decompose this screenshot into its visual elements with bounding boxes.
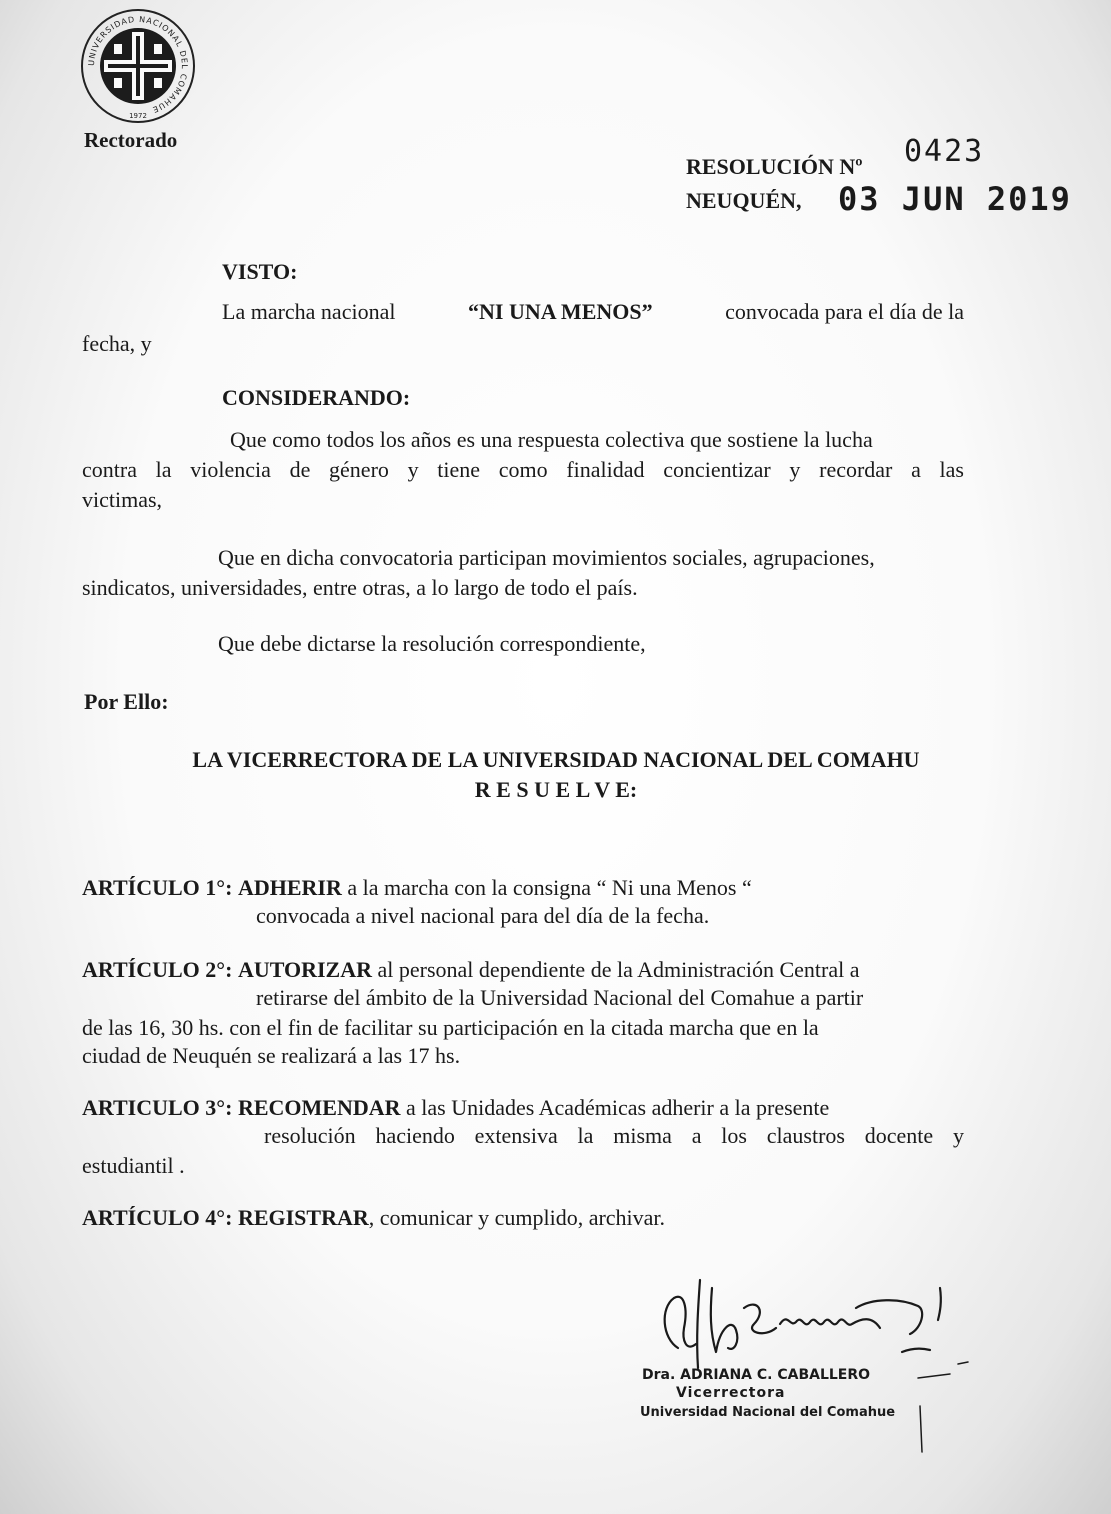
article-3-line3: estudiantil .: [82, 1153, 185, 1178]
article-3-line2: resolución haciendo extensiva la misma a los claustros docente y: [264, 1123, 964, 1148]
article-4-line1: [82, 1204, 665, 1232]
seal-year: 1972: [129, 112, 147, 120]
por-ello: Por Ello:: [84, 689, 169, 714]
margin-mark: [914, 1358, 974, 1458]
article-4-text: , comunicar y cumplido, archivar.: [368, 1205, 666, 1230]
article-1-label: ARTÍCULO 1°:: [82, 875, 233, 900]
considerando-p1-line3: victimas,: [82, 487, 163, 512]
place-label: NEUQUÉN,: [686, 188, 802, 213]
article-2-text: al personal dependiente de la Administración Central a: [372, 957, 860, 982]
visto-text-end: convocada para el día de la: [725, 299, 964, 324]
article-1-verb: ADHERIR: [237, 875, 342, 900]
office-name: Rectorado: [84, 128, 178, 152]
considerando-heading: CONSIDERANDO:: [222, 385, 411, 410]
article-2-line2: retirarse del ámbito de la Universidad Nacional del Comahue a partir: [256, 985, 864, 1010]
article-3-label: ARTICULO 3°:: [82, 1095, 233, 1120]
resolution-number: 0423: [904, 134, 985, 169]
university-seal-logo: [78, 6, 198, 126]
visto-line-2: fecha, y: [82, 331, 152, 356]
article-2-line1: [82, 956, 860, 984]
article-2-line4: ciudad de Neuquén se realizará a las 17 hs.: [82, 1043, 461, 1068]
visto-heading: VISTO:: [222, 259, 298, 284]
article-3-text: a las Unidades Académicas adherir a la presente: [400, 1095, 830, 1120]
signatory-institution: Universidad Nacional del Comahue: [640, 1405, 896, 1420]
resolution-label: RESOLUCIÓN Nº: [686, 154, 863, 179]
considerando-p2-line1: Que en dicha convocatoria participan movimientos sociales, agrupaciones,: [218, 545, 875, 570]
considerando-p1-line2: contra la violencia de género y tiene como finalidad concientizar y recordar a las: [82, 457, 964, 482]
visto-text: La marcha nacional: [222, 299, 396, 324]
article-2-line3: de las 16, 30 hs. con el fin de facilitar su participación en la citada marcha que en la: [82, 1015, 819, 1040]
article-1-line1: [82, 874, 752, 902]
article-1-line2: convocada a nivel nacional para del día de la fecha.: [256, 903, 710, 928]
authority-line: LA VICERRECTORA DE LA UNIVERSIDAD NACIONAL DEL COMAHU: [192, 747, 920, 772]
resuelve-heading: R E S U E L V E:: [474, 777, 638, 802]
considerando-p3: Que debe dictarse la resolución correspondiente,: [218, 631, 646, 656]
considerando-p2-line2: sindicatos, universidades, entre otras, a lo largo de todo el país.: [82, 575, 638, 600]
visto-line-1: [222, 298, 964, 326]
article-3-verb: RECOMENDAR: [237, 1095, 401, 1120]
considerando-p1-line1: Que como todos los años es una respuesta colectiva que sostiene la lucha: [230, 427, 873, 452]
signatory-role: Vicerrectora: [676, 1385, 786, 1401]
seal-ring-text: UNIVERSIDAD NACIONAL DEL COMAHUE: [86, 14, 190, 115]
visto-quote: “NI UNA MENOS”: [468, 299, 653, 324]
article-2-label: ARTÍCULO 2°:: [82, 957, 233, 982]
resolution-date: 03 JUN 2019: [838, 180, 1072, 218]
article-2-verb: AUTORIZAR: [237, 957, 372, 982]
article-4-verb: REGISTRAR: [237, 1205, 369, 1230]
article-4-label: ARTÍCULO 4°:: [82, 1205, 233, 1230]
article-1-text: a la marcha con la consigna “ Ni una Menos “: [341, 875, 752, 900]
signatory-name: Dra. ADRIANA C. CABALLERO: [642, 1367, 871, 1383]
article-3-line1: [82, 1094, 829, 1122]
